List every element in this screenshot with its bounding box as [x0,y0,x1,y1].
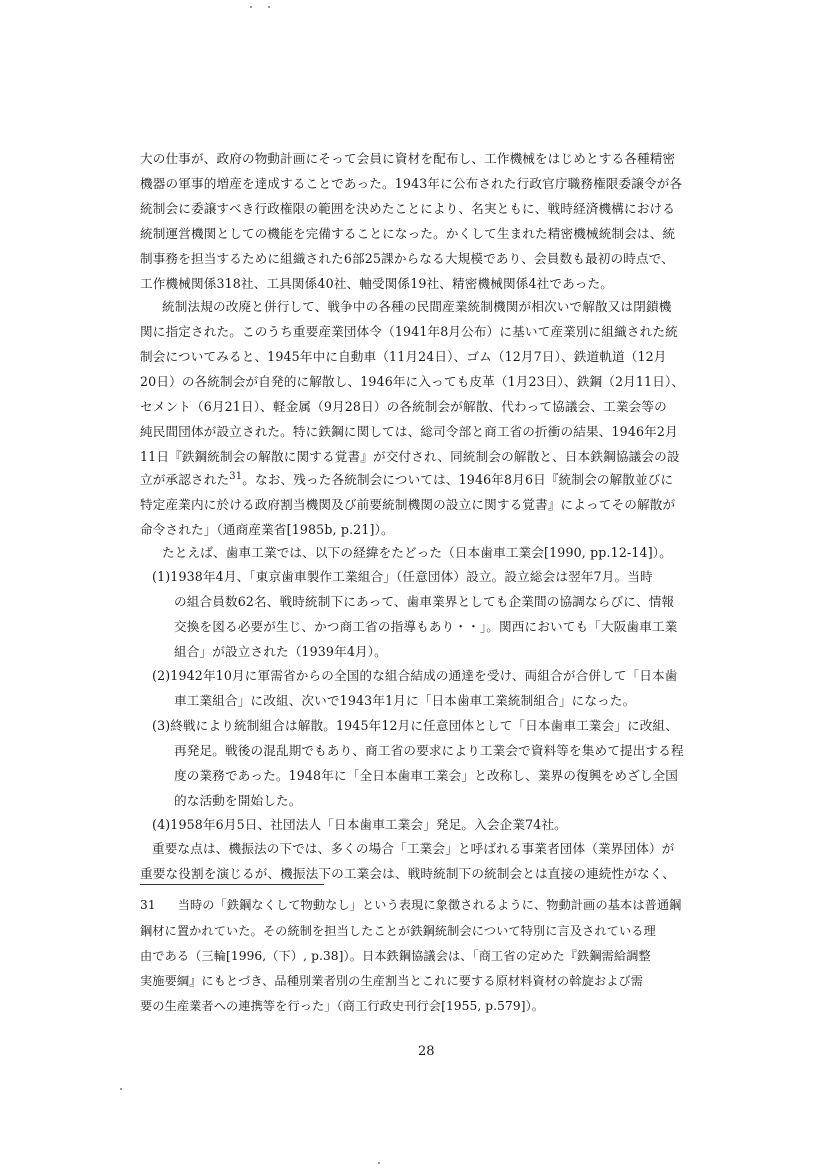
body-line-with-footnote-ref [140,472,673,488]
footnote-text: 当時の「鉄鋼なくして物動なし」という表現に象徴されるように、物動計画の基本は普通鋼 [177,898,682,912]
body-line: 制事務を担当するために組織された6部25課からなる大規模であり、会員数も最初の時点で、 [140,251,674,266]
body-line: 重要な役割を演じるが、機振法下の工業会は、戦時統制下の統制会とは直接の連続性がなく、 [140,866,675,881]
body-line: 工作機械関係318社、工具関係40社、軸受関係19社、精密機械関係4社であった。 [140,276,613,291]
list-line: 的な活動を開始した。 [174,793,302,808]
body-line: 統制運営機関としての機能を完備することになった。かくして生まれた精密機械統制会は、統 [140,226,676,241]
list-line: (4)1958年6月5日、社団法人「日本歯車工業会」発足。入会企業74社。 [152,817,567,832]
list-line: (1)1938年4月、「東京歯車製作工業組合」（任意団体）設立。設立総会は翌年7月。当時 [152,569,653,584]
body-line: たとえば、歯車工業では、以下の経緯をたどった（日本歯車工業会[1990, pp.12-14]）。 [162,545,672,560]
list-line: 車工業組合」に改組、次いで1943年1月に「日本歯車工業統制組合」になった。 [174,693,636,708]
body-text-segment: 立が承認された [140,472,230,487]
footnote-number: 31 [140,898,156,912]
body-line: 命令された」（通商産業省[1985b, p.21]）。 [140,522,394,537]
body-line: 統制会に委譲すべき行政権限の範囲を決めたことにより、名実ともに、戦時経済機構における [140,201,675,216]
footnote-divider [140,884,324,885]
body-line: 関に指定された。このうち重要産業団体令（1941年8月公布）に基いて産業別に組織された統 [140,324,678,339]
body-line: 特定産業内に於ける政府割当機関及び前要統制機関の設立に関する覚書』によってその解散が [140,497,676,512]
list-line: 度の業務であった。1948年に「全日本歯車工業会」と改称し、業界の復興をめざし全国 [174,768,679,783]
body-line: 制会についてみると、1945年中に自動車（11月24日）、ゴム（12月7日）、鉄道軌道（12月 [140,349,667,364]
footnote-line: 実施要綱』にもとづき、品種別業者別の生産割当とこれに要する原材料資材の斡旋および需 [140,974,644,988]
footnote-line: 要の生産業者への連携等を行った」（商工行政史刊行会[1955, p.579]）。 [140,999,545,1013]
body-line: 20日）の各統制会が自発的に解散し、1946年に入っても皮革（1月23日）、鉄鋼（2月11日）、 [140,374,685,389]
list-line: 交換を図る必要が生じ、かつ商工省の指導もあり・・」。関西においても「大阪歯車工業 [174,619,678,634]
body-line: 重要な点は、機振法の下では、多くの場合「工業会」と呼ばれる事業者団体（業界団体）が [152,841,675,856]
footnote-reference: 31 [229,471,243,482]
scan-speck [268,6,270,8]
body-line: 11日『鉄鋼統制会の解散に関する覚書』が交付され、同統制会の解散と、日本鉄鋼協議会の設 [140,449,680,464]
footnote-line [140,897,681,913]
body-line: 純民間団体が設立された。特に鉄鋼に関しては、総司令部と商工省の折衝の結果、1946年2月 [140,424,678,439]
scan-speck [378,1162,380,1164]
list-line: 再発足。戦後の混乱期でもあり、商工省の要求により工業会で資料等を集めて提出する程 [174,743,684,758]
body-line: 機器の軍事的増産を達成することであった。1943年に公布された行政官庁職務権限委譲令が各 [140,176,683,191]
footnote-line: 鋼材に置かれていた。その統制を担当したことが鉄鋼統制会について特別に言及されている理 [140,924,656,938]
footnote-line: 由である（三輪[1996,（下）, p.38]）。日本鉄鋼協議会は、「商工省の定めた『鉄鋼需給調整 [140,949,651,963]
list-line: (3)終戦により統制組合は解散。1945年12月に任意団体として「日本歯車工業会」に改組、 [152,718,679,733]
body-line: 大の仕事が、政府の物動計画にそって会員に資材を配布し、工作機械をはじめとする各種精密 [140,151,676,166]
scan-speck [120,1088,122,1090]
page-number: 28 [418,1044,435,1059]
body-line: セメント（6月21日）、軽金属（9月28日）の各統制会が解散、代わって協議会、工業会等の [140,399,667,414]
list-line: の組合員数62名、戦時統制下にあって、歯車業界としても企業間の協調ならびに、情報 [174,594,675,609]
scan-speck [250,6,252,8]
body-line: 統制法規の改廃と併行して、戦争中の各種の民間産業統制機関が相次いで解散又は閉鎖機 [162,299,672,314]
list-line: (2)1942年10月に軍需省からの全国的な組合結成の通達を受け、両組合が合併して「日本歯 [152,668,678,683]
body-text-segment: 。なお、残った各統制会については、1946年8月6日『統制会の解散並びに [242,472,674,487]
list-line: 組合」が設立された（1939年4月）。 [174,644,387,659]
